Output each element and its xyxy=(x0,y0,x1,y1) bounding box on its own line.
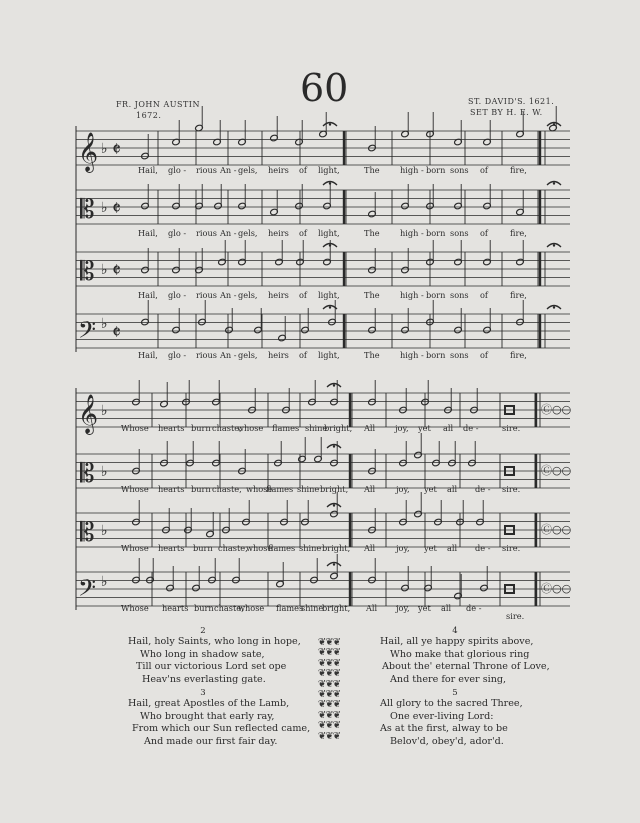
lyric-syllable: light, xyxy=(318,290,340,300)
lyric-syllable: high - xyxy=(400,228,424,238)
verse-line: About the' eternal Throne of Love, xyxy=(382,661,550,672)
lyric-syllable: flames xyxy=(272,423,300,433)
verse-line: Heav'ns everlasting gate. xyxy=(142,673,266,685)
flat-sign-icon: ♭ xyxy=(101,316,108,332)
lyric-syllable: gels, xyxy=(238,228,258,238)
lyric-syllable: all xyxy=(447,543,458,553)
lyric-syllable: shine xyxy=(305,423,328,433)
fermata-dot xyxy=(333,563,335,565)
lyric-syllable: joy, xyxy=(396,543,410,553)
verse-line: Hail, all ye happy spirits above, xyxy=(380,636,534,647)
lyric-syllable: heirs xyxy=(268,165,289,175)
lyric-syllable: born xyxy=(426,228,446,238)
lyric-syllable: chaste, xyxy=(218,543,248,553)
lyric-syllable: born xyxy=(426,165,446,175)
lyric-syllable: Hail, xyxy=(138,165,158,175)
lyric-syllable: all xyxy=(447,484,458,494)
tenor-clef-icon: 𝄡 xyxy=(80,518,95,548)
lyric-syllable: whose xyxy=(237,423,264,433)
lyric-syllable: shine xyxy=(297,484,320,494)
coda-end-icon: Ⓒ○○ xyxy=(541,582,572,595)
flat-sign-icon: ♭ xyxy=(101,464,108,480)
lyric-syllable: joy, xyxy=(396,484,410,494)
verse-line: From which our Sun reflected came, xyxy=(132,723,311,734)
lyric-syllable: An - xyxy=(220,290,237,300)
lyric-syllable: rious xyxy=(196,290,217,300)
lyric-syllable: burn xyxy=(194,603,214,613)
cut-time-icon: 𝄵 xyxy=(112,320,121,344)
lyric-syllable: Whose xyxy=(121,543,149,553)
lyric-syllable: All xyxy=(364,423,376,433)
lyric-syllable: glo - xyxy=(168,165,187,175)
lyric-syllable: hearts xyxy=(162,603,189,613)
lyric-syllable: hearts xyxy=(158,423,185,433)
lyric-syllable: sons xyxy=(450,290,469,300)
lyric-syllable: high - xyxy=(400,290,424,300)
lyric-syllable: sire. xyxy=(506,611,525,621)
lyric-syllable: glo - xyxy=(168,350,187,360)
verse-number: 3 xyxy=(200,688,206,698)
fermata-dot xyxy=(553,182,555,184)
lyric-syllable: whose xyxy=(246,543,273,553)
lyric-syllable: heirs xyxy=(268,290,289,300)
lyric-syllable: bright, xyxy=(322,603,351,613)
lyric-syllable: sons xyxy=(450,165,469,175)
lyric-syllable: yet xyxy=(424,543,437,553)
lyric-syllable: All xyxy=(364,484,376,494)
lyric-syllable: fire, xyxy=(510,350,527,360)
lyric-syllable: de - xyxy=(475,543,491,553)
lyric-syllable: glo - xyxy=(168,290,187,300)
coda-end-icon: Ⓒ○○ xyxy=(541,403,572,416)
lyric-syllable: bright, xyxy=(322,543,351,553)
lyric-syllable: light, xyxy=(318,350,340,360)
coda-end-icon: Ⓒ○○ xyxy=(541,464,572,477)
coda-end-icon: Ⓒ○○ xyxy=(541,523,572,536)
ornament-icon: ❦❦❦ xyxy=(317,657,341,669)
ornament-divider xyxy=(312,638,346,742)
tenor-clef-icon: 𝄡 xyxy=(80,459,95,489)
lyric-syllable: whose xyxy=(246,484,273,494)
fermata-dot xyxy=(329,123,331,125)
lyric-syllable: Hail, xyxy=(138,290,158,300)
fermata-dot xyxy=(333,445,335,447)
ornament-icon: ❦❦❦ xyxy=(317,647,341,659)
lyric-syllable: yet xyxy=(418,603,431,613)
flat-sign-icon: ♭ xyxy=(101,262,108,278)
lyric-syllable: shine xyxy=(299,543,322,553)
lyric-syllable: heirs xyxy=(268,350,289,360)
lyric-syllable: sire. xyxy=(502,543,521,553)
lyric-syllable: light, xyxy=(318,228,340,238)
verse-line: And there for ever sing, xyxy=(390,673,507,685)
treble-clef-icon: 𝄞 xyxy=(78,132,99,172)
lyric-syllable: All xyxy=(366,603,378,613)
verse-line: Who make that glorious ring xyxy=(390,648,530,660)
lyric-syllable: burn xyxy=(191,484,211,494)
lyric-syllable: all xyxy=(443,423,454,433)
lyric-syllable: flames xyxy=(276,603,304,613)
lyric-syllable: shine xyxy=(301,603,324,613)
lyric-syllable: Whose xyxy=(121,484,149,494)
verse-line: Who brought that early ray, xyxy=(140,710,275,722)
lyric-syllable: sire. xyxy=(502,423,521,433)
tenor-clef-icon: 𝄡 xyxy=(80,195,95,225)
verse-line: Till our victorious Lord set ope xyxy=(136,661,287,672)
author-name: FR. JOHN AUSTIN xyxy=(116,100,200,109)
lyric-syllable: fire, xyxy=(510,165,527,175)
lyric-syllable: The xyxy=(364,228,380,238)
lyric-syllable: gels, xyxy=(238,165,258,175)
lyric-syllable: of xyxy=(480,290,488,300)
lyric-syllable: gels, xyxy=(238,290,258,300)
lyric-syllable: The xyxy=(364,290,380,300)
lyric-syllable: of xyxy=(480,228,488,238)
verse-line: Hail, great Apostles of the Lamb, xyxy=(128,698,290,709)
lyric-syllable: hearts xyxy=(158,543,185,553)
tune-name: ST. DAVID'S. 1621. xyxy=(468,97,555,106)
lyric-syllable: gels, xyxy=(238,350,258,360)
lyric-syllable: of xyxy=(480,165,488,175)
lyric-syllable: burn xyxy=(191,423,211,433)
fermata-dot xyxy=(333,504,335,506)
lyric-syllable: bright, xyxy=(320,484,349,494)
verse-line: All glory to the sacred Three, xyxy=(380,698,523,709)
lyric-syllable: The xyxy=(364,165,380,175)
cut-time-icon: 𝄵 xyxy=(112,258,121,282)
lyric-syllable: All xyxy=(364,543,376,553)
ornament-icon: ❦❦❦ xyxy=(317,668,341,680)
lyric-syllable: bright, xyxy=(324,423,353,433)
verse-number: 2 xyxy=(200,626,206,636)
verse-3 xyxy=(128,688,310,748)
lyric-syllable: An - xyxy=(220,350,237,360)
ornament-icon: ❦❦❦ xyxy=(317,730,341,742)
verse-number: 4 xyxy=(452,626,458,636)
lyric-syllable: The xyxy=(364,350,380,360)
lyric-syllable: de - xyxy=(466,603,482,613)
lyric-syllable: yet xyxy=(424,484,437,494)
bass-clef-icon: 𝄢 xyxy=(78,574,97,607)
flat-sign-icon: ♭ xyxy=(101,200,108,216)
lyric-syllable: of xyxy=(299,350,307,360)
cut-time-icon: 𝄵 xyxy=(112,196,121,220)
lyric-syllable: heirs xyxy=(268,228,289,238)
tune-setting: SET BY H. E. W. xyxy=(470,108,543,117)
lyric-syllable: flames xyxy=(268,543,296,553)
lyric-syllable: An - xyxy=(220,165,237,175)
lyric-syllable: glo - xyxy=(168,228,187,238)
cut-time-icon: 𝄵 xyxy=(112,137,121,161)
lyric-syllable: rious xyxy=(196,228,217,238)
lyric-syllable: yet xyxy=(418,423,431,433)
author-year: 1672. xyxy=(136,111,162,120)
lyric-syllable: of xyxy=(480,350,488,360)
lyric-syllable: de - xyxy=(475,484,491,494)
lyric-syllable: sons xyxy=(450,228,469,238)
ornament-icon: ❦❦❦ xyxy=(317,720,341,732)
ornament-icon: ❦❦❦ xyxy=(317,689,341,701)
lyric-syllable: sire. xyxy=(502,484,521,494)
lyric-syllable: of xyxy=(299,290,307,300)
fermata-dot xyxy=(333,384,335,386)
verse-line: One ever-living Lord: xyxy=(390,710,494,722)
lyric-syllable: high - xyxy=(400,165,424,175)
lyric-syllable: light, xyxy=(318,165,340,175)
lyric-syllable: joy, xyxy=(396,603,410,613)
lyric-syllable: chaste, xyxy=(212,484,242,494)
lyric-syllable: sons xyxy=(450,350,469,360)
lyric-syllable: hearts xyxy=(158,484,185,494)
tenor-clef-icon: 𝄡 xyxy=(80,257,95,287)
lyric-syllable: born xyxy=(426,350,446,360)
lyric-syllable: chaste, xyxy=(212,423,242,433)
lyric-syllable: of xyxy=(299,165,307,175)
lyric-syllable: chaste, xyxy=(214,603,244,613)
ornament-icon: ❦❦❦ xyxy=(317,709,341,721)
hymn-number: 60 xyxy=(300,66,349,110)
lyric-syllable: of xyxy=(299,228,307,238)
lyric-syllable: flames xyxy=(266,484,294,494)
verse-line: As at the first, alway to be xyxy=(380,723,508,734)
verse-line: Who long in shadow sate, xyxy=(140,648,265,660)
fermata-dot xyxy=(329,306,331,308)
lyric-syllable: fire, xyxy=(510,290,527,300)
lyric-syllable: all xyxy=(441,603,452,613)
flat-sign-icon: ♭ xyxy=(101,523,108,539)
lyric-syllable: rious xyxy=(196,165,217,175)
lyric-syllable: joy, xyxy=(395,423,409,433)
verse-line: Hail, holy Saints, who long in hope, xyxy=(128,636,301,647)
lyric-syllable: Whose xyxy=(121,603,149,613)
ornament-icon: ❦❦❦ xyxy=(317,637,341,648)
lyric-syllable: fire, xyxy=(510,228,527,238)
lyric-syllable: Hail, xyxy=(138,228,158,238)
lyric-syllable: high - xyxy=(400,350,424,360)
flat-sign-icon: ♭ xyxy=(101,403,108,419)
lyric-syllable: whose xyxy=(238,603,265,613)
treble-clef-icon: 𝄞 xyxy=(78,394,99,434)
lyric-syllable: born xyxy=(426,290,446,300)
verse-4 xyxy=(380,626,550,686)
verse-number: 5 xyxy=(452,688,458,698)
lyric-syllable: Hail, xyxy=(138,350,158,360)
bass-clef-icon: 𝄢 xyxy=(78,316,97,349)
lyric-syllable: burn xyxy=(193,543,213,553)
lyric-syllable: rious xyxy=(196,350,217,360)
lyric-syllable: An - xyxy=(220,228,237,238)
lyric-syllable: de - xyxy=(463,423,479,433)
ornament-icon: ❦❦❦ xyxy=(317,699,341,711)
ornament-icon: ❦❦❦ xyxy=(317,678,341,690)
flat-sign-icon: ♭ xyxy=(101,574,108,590)
verse-line: Belov'd, obey'd, ador'd. xyxy=(390,735,504,747)
fermata-dot xyxy=(553,244,555,246)
verse-5 xyxy=(380,688,530,748)
flat-sign-icon: ♭ xyxy=(101,141,108,157)
verse-line: And made our first fair day. xyxy=(144,735,278,747)
lyric-syllable: Whose xyxy=(121,423,149,433)
fermata-dot xyxy=(553,306,555,308)
verse-2 xyxy=(128,626,301,686)
